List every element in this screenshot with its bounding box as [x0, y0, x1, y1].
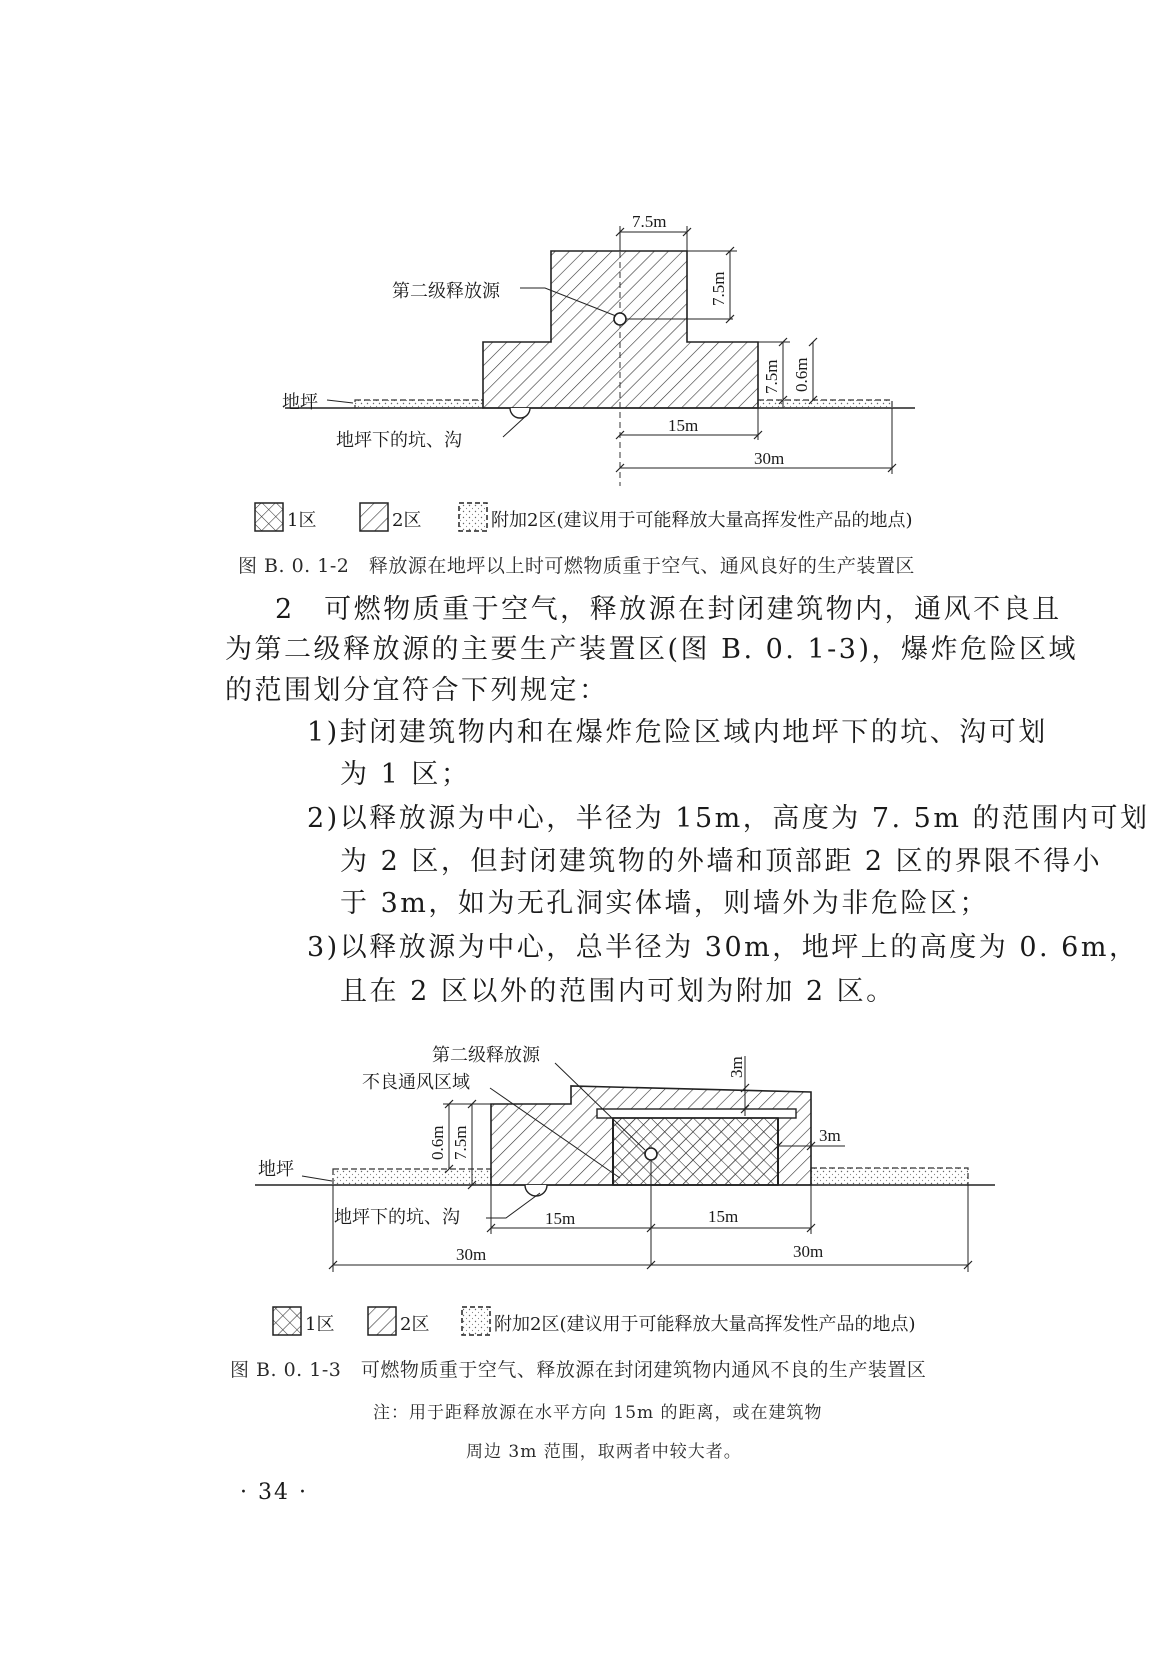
figure-2-diagram — [255, 1045, 995, 1272]
item-1-line-1: 1)封闭建筑物内和在爆炸危险区域内地坪下的坑、沟可划 — [307, 717, 1048, 748]
item-3-line-2: 且在 2 区以外的范围内可划为附加 2 区。 — [340, 976, 896, 1007]
pit-icon-2 — [525, 1185, 547, 1196]
dim-top-height: 7.5m — [709, 271, 728, 306]
figure-2-caption: 图 B. 0. 1-3 可燃物质重于空气、释放源在封闭建筑物内通风不良的生产装置区 — [230, 1359, 927, 1381]
release-source-icon — [614, 313, 626, 325]
figure-2-note-line-2: 周边 3m 范围，取两者中较大者。 — [466, 1442, 742, 1462]
legend2-zone1-swatch — [273, 1307, 301, 1335]
page-number: · 34 · — [240, 1480, 308, 1505]
release-source-icon-2 — [645, 1148, 657, 1160]
dim-r15: 15m — [668, 416, 699, 435]
legend2-zone1-label: 1区 — [305, 1314, 335, 1335]
dim-r30-left: 30m — [456, 1245, 487, 1264]
dim-r15-right: 15m — [708, 1207, 739, 1226]
dim-side-height: 7.5m — [762, 359, 781, 394]
dim-r30: 30m — [754, 449, 785, 468]
dim-top-width: 7.5m — [632, 212, 667, 231]
zone1-building — [613, 1118, 778, 1185]
legend-zone1-swatch — [255, 503, 283, 531]
dim-surface-height-2: 0.6m — [428, 1125, 447, 1160]
dim-zone2-height: 7.5m — [451, 1125, 470, 1160]
legend2-extra-label: 附加2区(建议用于可能释放大量高挥发性产品的地点) — [494, 1314, 916, 1335]
label-pit: 地坪下的坑、沟 — [336, 430, 462, 451]
para-line-2: 为第二级释放源的主要生产装置区(图 B. 0. 1-3)，爆炸危险区域 — [225, 634, 1078, 665]
figure-2-legend — [273, 1307, 916, 1335]
label-ground: 地坪 — [282, 392, 318, 413]
dim-surface-height: 0.6m — [792, 357, 811, 392]
label-release-source: 第二级释放源 — [392, 281, 500, 302]
dim-side-gap: 3m — [819, 1126, 841, 1145]
extra-zone-right — [758, 400, 892, 408]
legend-extra-label: 附加2区(建议用于可能释放大量高挥发性产品的地点) — [491, 510, 913, 531]
figure-1-caption: 图 B. 0. 1-2 释放源在地坪以上时可燃物质重于空气、通风良好的生产装置区 — [238, 555, 915, 577]
figure-1-legend — [255, 503, 913, 531]
legend-zone1-label: 1区 — [287, 510, 317, 531]
pit-icon — [510, 408, 530, 418]
legend2-zone2-swatch — [368, 1307, 396, 1335]
label-poor-ventilation: 不良通风区域 — [362, 1072, 470, 1093]
para-line-1: 2 可燃物质重于空气，释放源在封闭建筑物内，通风不良且 — [275, 594, 1062, 625]
para-line-3: 的范围划分宜符合下列规定： — [225, 675, 609, 706]
legend-zone2-label: 2区 — [392, 510, 422, 531]
label-pit-2: 地坪下的坑、沟 — [334, 1207, 460, 1228]
dim-roof-gap: 3m — [727, 1056, 746, 1078]
item-2-line-2: 为 2 区，但封闭建筑物的外墙和顶部距 2 区的界限不得小 — [340, 846, 1103, 877]
extra-zone-left-2 — [333, 1169, 491, 1185]
figure-1-diagram — [282, 212, 915, 486]
item-3-line-1: 3)以释放源为中心，总半径为 30m，地坪上的高度为 0. 6m， — [307, 932, 1139, 963]
dim-r30-right: 30m — [793, 1242, 824, 1261]
extra-zone-left — [355, 400, 483, 408]
label-release-source-2: 第二级释放源 — [432, 1045, 540, 1066]
extra-zone-right-2 — [811, 1168, 968, 1185]
legend-zone2-swatch — [360, 503, 388, 531]
figure-2-note-line-1: 注：用于距释放源在水平方向 15m 的距离，或在建筑物 — [373, 1403, 823, 1423]
legend-extra-swatch — [459, 503, 487, 531]
legend2-zone2-label: 2区 — [400, 1314, 430, 1335]
legend2-extra-swatch — [462, 1307, 490, 1335]
label-ground-2: 地坪 — [258, 1159, 294, 1180]
dim-r15-left: 15m — [545, 1209, 576, 1228]
item-2-line-1: 2)以释放源为中心，半径为 15m，高度为 7. 5m 的范围内可划 — [307, 803, 1150, 834]
item-1-line-2: 为 1 区； — [340, 759, 471, 790]
item-2-line-3: 于 3m，如为无孔洞实体墙，则墙外为非危险区； — [340, 888, 989, 919]
building-roof — [597, 1109, 796, 1118]
